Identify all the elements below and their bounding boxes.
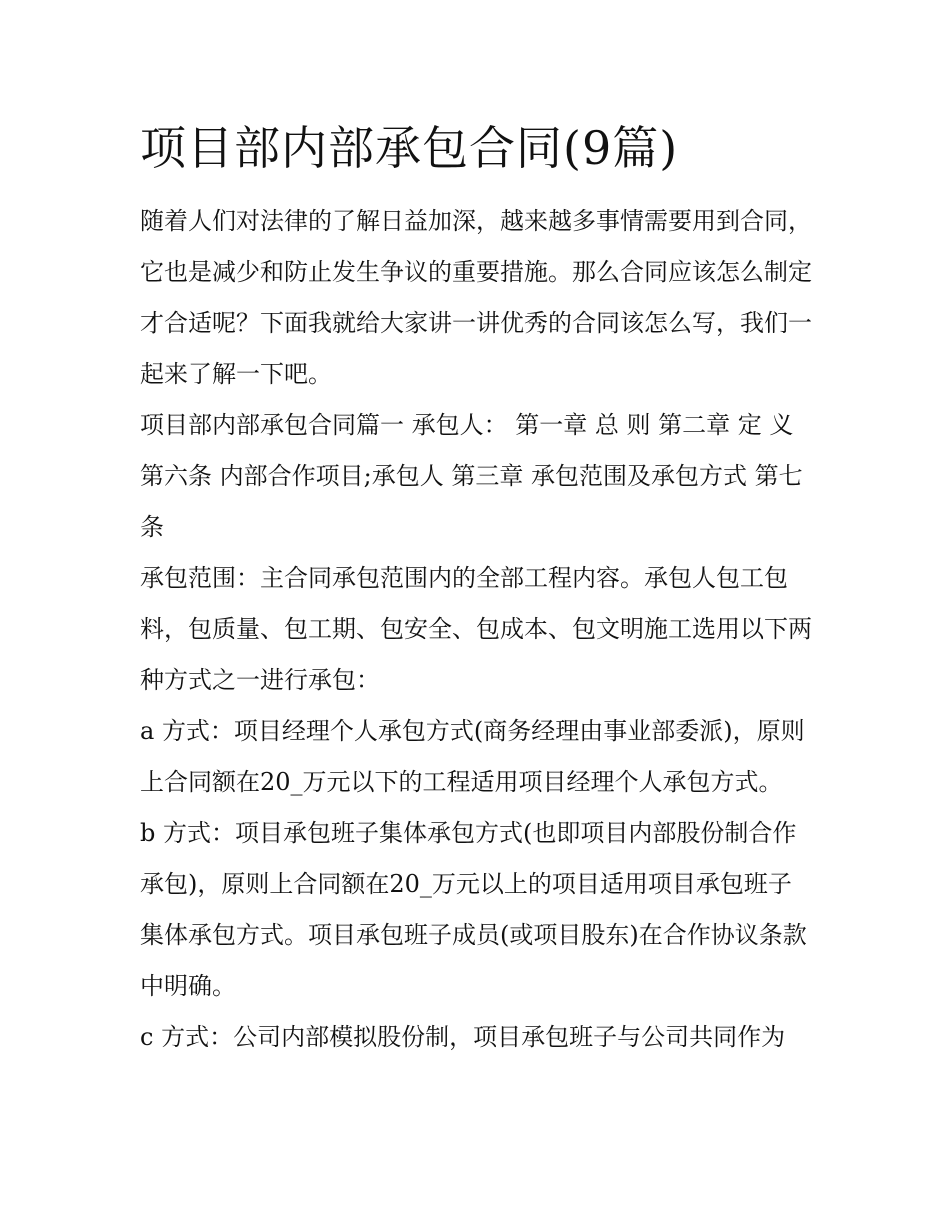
document-title: 项目部内部承包合同(9篇) bbox=[140, 121, 679, 175]
document-body bbox=[140, 118, 815, 1063]
method-a-paragraph: a 方式：项目经理个人承包方式(商务经理由事业部委派)，原则上合同额在20_万元以下的工程适用项目经理个人承包方式。 bbox=[140, 717, 805, 796]
scope-paragraph: 承包范围：主合同承包范围内的全部工程内容。承包人包工包料，包质量、包工期、包安全、包成本、包文明施工选用以下两种方式之一进行承包： bbox=[140, 564, 812, 694]
intro-paragraph: 随着人们对法律的了解日益加深，越来越多事情需要用到合同，它也是减少和防止发生争议的重要措施。那么合同应该怎么制定才合适呢？下面我就给大家讲一讲优秀的合同该怎么写，我们一起来了解一下吧。 bbox=[140, 207, 812, 388]
chapter-outline-paragraph: 项目部内部承包合同篇一 承包人： 第一章 总 则 第二章 定 义 第六条 内部合作项目;承包人 第三章 承包范围及承包方式 第七条 bbox=[140, 411, 803, 541]
method-b-paragraph: b 方式：项目承包班子集体承包方式(也即项目内部股份制合作承包)，原则上合同额在20_万元以上的项目适用项目承包班子集体承包方式。项目承包班子成员(或项目股东)在合作协议条款中明确。 bbox=[140, 819, 807, 1000]
method-c-paragraph: c 方式：公司内部模拟股份制，项目承包班子与公司共同作为 bbox=[140, 1023, 786, 1051]
